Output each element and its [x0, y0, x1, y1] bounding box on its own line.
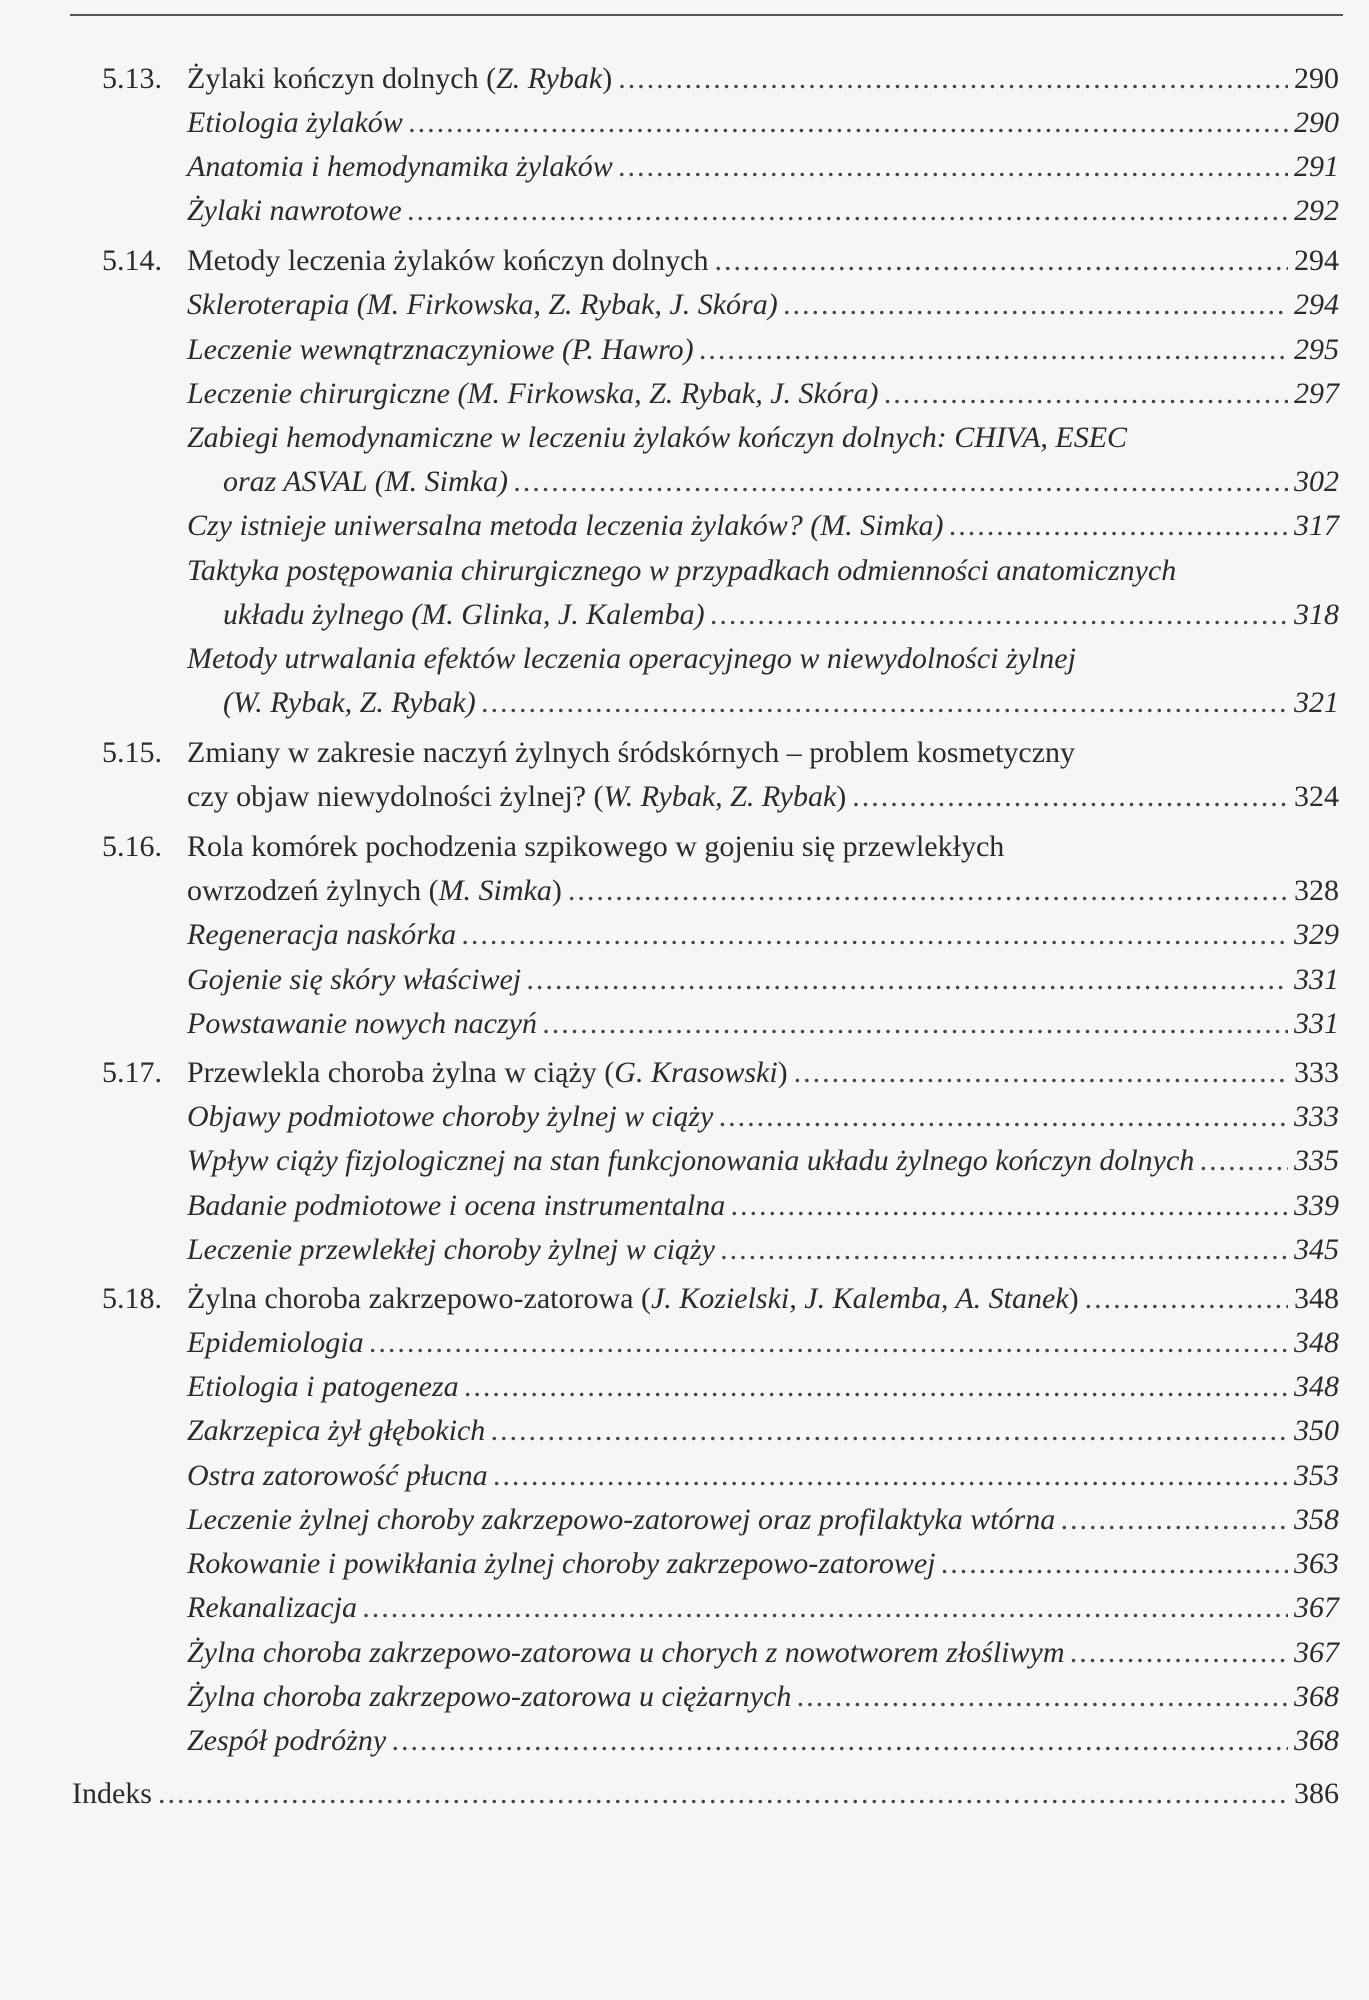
page-number: 329 — [1294, 918, 1339, 951]
entry-title — [187, 1051, 794, 1095]
toc-entry[interactable] — [187, 825, 1339, 869]
dot-leader — [619, 145, 1288, 189]
entry-title-text: czy objaw niewydolności żylnej? ( — [187, 780, 604, 813]
toc-entry[interactable] — [187, 1498, 1339, 1542]
toc-entry[interactable] — [187, 57, 1339, 101]
page-number: 333 — [1294, 1100, 1339, 1133]
entry-title — [187, 637, 1082, 681]
toc-entry[interactable] — [187, 101, 1339, 145]
toc-line — [0, 145, 1339, 189]
page-number: 363 — [1294, 1547, 1339, 1580]
entry-title — [187, 145, 619, 189]
top-rule — [70, 14, 1343, 16]
toc-line — [0, 1051, 1339, 1095]
dot-leader — [465, 1365, 1288, 1409]
entry-title-text: Leczenie żylnej choroby zakrzepowo-zatorowej oraz profilaktyka wtórna — [187, 1503, 1056, 1536]
entry-title — [187, 57, 618, 101]
dot-leader — [721, 1228, 1288, 1272]
dot-leader — [711, 593, 1288, 637]
entry-title-text: Rekanalizacja — [187, 1591, 357, 1624]
toc-line — [0, 1277, 1339, 1321]
toc-line — [0, 1498, 1339, 1542]
page-number: 386 — [1294, 1777, 1339, 1810]
toc-entry[interactable] — [187, 1631, 1339, 1675]
dot-leader — [494, 1454, 1288, 1498]
entry-title-text: Badanie podmiotowe i ocena instrumentalna — [187, 1189, 726, 1222]
dot-leader — [852, 775, 1288, 819]
toc-line — [0, 1228, 1339, 1272]
entry-title-text: Rola komórek pochodzenia szpikowego w gojeniu się przewlekłych — [187, 830, 1005, 863]
entry-title-text: Metody utrwalania efektów leczenia operacyjnego w niewydolności żylnej — [187, 642, 1076, 675]
entry-title-text: Przewlekla choroba żylna w ciąży ( — [187, 1056, 615, 1089]
page-number: 348 — [1294, 1282, 1339, 1315]
toc-line — [0, 1002, 1339, 1046]
section-number: 5.17. — [102, 1056, 162, 1089]
entry-title-text: Epidemiologia — [187, 1326, 364, 1359]
entry-title — [187, 1277, 1085, 1321]
dot-leader — [392, 1719, 1288, 1763]
toc-line — [0, 189, 1339, 233]
entry-title — [187, 283, 784, 327]
toc-line — [0, 328, 1339, 372]
page-number: 350 — [1294, 1414, 1339, 1447]
entry-title-text: Zakrzepica żył głębokich — [187, 1414, 486, 1447]
toc-entry[interactable] — [187, 145, 1339, 189]
entry-title — [187, 731, 1081, 775]
toc-line — [0, 593, 1339, 637]
dot-leader — [491, 1409, 1288, 1453]
toc-line — [0, 1139, 1339, 1183]
page-number: 291 — [1294, 150, 1339, 183]
entry-title — [187, 1586, 363, 1630]
entry-title-close: ) — [551, 874, 562, 907]
toc-entry[interactable] — [187, 1277, 1339, 1321]
page-number: 358 — [1294, 1503, 1339, 1536]
entry-title — [187, 775, 852, 819]
dot-leader — [363, 1586, 1288, 1630]
entry-title-text: Rokowanie i powikłania żylnej choroby zakrzepowo-zatorowej — [187, 1547, 936, 1580]
entry-title-text: Indeks — [72, 1777, 152, 1810]
dot-leader — [719, 1095, 1288, 1139]
dot-leader — [158, 1772, 1288, 1816]
entry-title — [72, 1772, 158, 1816]
page-number: 331 — [1294, 1007, 1339, 1040]
entry-title — [187, 1184, 731, 1228]
page-number: 321 — [1294, 686, 1339, 719]
entry-title-text: Metody leczenia żylaków kończyn dolnych — [187, 244, 709, 277]
toc-entry[interactable] — [187, 731, 1339, 775]
entry-title — [187, 189, 408, 233]
page-number: 368 — [1294, 1680, 1339, 1713]
entry-title — [187, 1002, 543, 1046]
entry-author: G. Krasowski — [614, 1056, 778, 1089]
entry-title — [187, 1365, 465, 1409]
page-number: 367 — [1294, 1591, 1339, 1624]
toc-entry[interactable] — [223, 593, 1339, 637]
toc-entry[interactable] — [187, 1095, 1339, 1139]
dot-leader — [1200, 1139, 1288, 1183]
entry-title-text: Czy istnieje uniwersalna metoda leczenia żylaków? (M. Simka) — [187, 509, 944, 542]
entry-title — [187, 416, 1133, 460]
toc-entry[interactable] — [187, 1139, 1339, 1183]
toc-entry[interactable] — [187, 637, 1339, 681]
toc-entry[interactable] — [187, 189, 1339, 233]
entry-title — [223, 460, 514, 504]
toc-entry[interactable] — [187, 549, 1339, 593]
section-number: 5.18. — [102, 1282, 162, 1315]
entry-title-text: Zespół podróżny — [187, 1724, 387, 1757]
entry-title — [223, 593, 711, 637]
entry-title — [187, 869, 568, 913]
entry-title-close: ) — [777, 1056, 788, 1089]
toc-line — [0, 825, 1339, 869]
page-number: 368 — [1294, 1724, 1339, 1757]
entry-title-close: ) — [836, 780, 847, 813]
entry-author: W. Rybak, Z. Rybak — [603, 780, 837, 813]
entry-title-text: Wpływ ciąży fizjologicznej na stan funkcjonowania układu żylnego kończyn dolnych — [187, 1144, 1195, 1177]
entry-title — [187, 1675, 797, 1719]
entry-title — [187, 549, 1182, 593]
dot-leader — [942, 1542, 1288, 1586]
entry-title — [187, 504, 950, 548]
entry-title — [187, 239, 714, 283]
entry-title — [187, 372, 885, 416]
toc-line — [0, 1095, 1339, 1139]
entry-title-text: Leczenie przewlekłej choroby żylnej w ciąży — [187, 1233, 715, 1266]
page-number: 290 — [1294, 106, 1339, 139]
toc-line — [0, 1542, 1339, 1586]
entry-title-text: Leczenie chirurgiczne (M. Firkowska, Z. Rybak, J. Skóra) — [187, 377, 879, 410]
entry-title — [187, 1719, 392, 1763]
toc-entry[interactable] — [187, 239, 1339, 283]
entry-title-text: Żylna choroba zakrzepowo-zatorowa u ciężarnych — [187, 1680, 792, 1713]
dot-leader — [784, 283, 1288, 327]
toc-line — [0, 416, 1339, 460]
toc-line — [0, 1365, 1339, 1409]
toc-line — [0, 57, 1339, 101]
page-number: 333 — [1294, 1056, 1339, 1089]
entry-title-text: Regeneracja naskórka — [187, 918, 457, 951]
entry-title — [187, 1454, 494, 1498]
page-number: 317 — [1294, 509, 1339, 542]
toc-entry[interactable] — [187, 1542, 1339, 1586]
entry-title — [187, 913, 462, 957]
dot-leader — [527, 958, 1288, 1002]
toc-line — [0, 101, 1339, 145]
dot-leader — [482, 681, 1288, 725]
entry-title — [187, 101, 409, 145]
entry-title — [187, 1542, 942, 1586]
toc-entry[interactable] — [187, 1454, 1339, 1498]
toc-entry[interactable] — [187, 283, 1339, 327]
toc-entry[interactable] — [187, 1321, 1339, 1365]
toc-line — [0, 1184, 1339, 1228]
page-number: 339 — [1294, 1189, 1339, 1222]
entry-title — [187, 1498, 1061, 1542]
toc-entry[interactable] — [187, 1051, 1339, 1095]
entry-title — [187, 825, 1010, 869]
toc-line — [0, 239, 1339, 283]
section-number: 5.16. — [102, 830, 162, 863]
toc-line — [0, 504, 1339, 548]
toc-line — [0, 869, 1339, 913]
toc-entry[interactable] — [187, 328, 1339, 372]
entry-title-text: oraz ASVAL (M. Simka) — [223, 465, 508, 498]
toc-entry[interactable] — [187, 913, 1339, 957]
dot-leader — [409, 101, 1288, 145]
toc-entry[interactable] — [187, 1719, 1339, 1763]
entry-title-text: Powstawanie nowych naczyń — [187, 1007, 537, 1040]
entry-title-text: owrzodzeń żylnych ( — [187, 874, 439, 907]
toc-line — [0, 775, 1339, 819]
toc-line — [0, 1772, 1339, 1816]
toc-entry[interactable] — [187, 1675, 1339, 1719]
entry-title-text: Gojenie się skóry właściwej — [187, 963, 522, 996]
dot-leader — [950, 504, 1288, 548]
toc-entry[interactable] — [223, 460, 1339, 504]
dot-leader — [408, 189, 1288, 233]
dot-leader — [714, 239, 1288, 283]
toc-entry[interactable] — [187, 1586, 1339, 1630]
page-number: 328 — [1294, 874, 1339, 907]
entry-title — [187, 1409, 491, 1453]
page-number: 335 — [1294, 1144, 1339, 1177]
entry-title-text: Żylna choroba zakrzepowo-zatorowa u chorych z nowotworem złośliwym — [187, 1636, 1065, 1669]
dot-leader — [1061, 1498, 1288, 1542]
entry-title — [187, 1139, 1200, 1183]
toc-line — [0, 1321, 1339, 1365]
dot-leader — [543, 1002, 1288, 1046]
toc-entry[interactable] — [187, 1228, 1339, 1272]
page-number: 331 — [1294, 963, 1339, 996]
entry-title — [187, 1228, 721, 1272]
toc-line — [0, 1675, 1339, 1719]
page-number: 302 — [1294, 465, 1339, 498]
entry-title — [187, 1631, 1071, 1675]
dot-leader — [700, 328, 1288, 372]
page-number: 345 — [1294, 1233, 1339, 1266]
dot-leader — [797, 1675, 1288, 1719]
page-number: 294 — [1294, 288, 1339, 321]
entry-title-text: Skleroterapia (M. Firkowska, Z. Rybak, J. Skóra) — [187, 288, 778, 321]
entry-title-text: Żylaki nawrotowe — [187, 194, 402, 227]
dot-leader — [618, 57, 1288, 101]
toc-line — [0, 681, 1339, 725]
toc-entry[interactable] — [187, 1184, 1339, 1228]
toc-entry[interactable] — [187, 372, 1339, 416]
toc-line — [0, 1409, 1339, 1453]
dot-leader — [731, 1184, 1288, 1228]
entry-title — [187, 328, 700, 372]
toc-line — [0, 1454, 1339, 1498]
toc-entry[interactable] — [187, 958, 1339, 1002]
entry-title-text: Taktyka postępowania chirurgicznego w przypadkach odmienności anatomicznych — [187, 554, 1177, 587]
toc-entry[interactable] — [223, 681, 1339, 725]
toc-line — [0, 913, 1339, 957]
entry-title-text: Anatomia i hemodynamika żylaków — [187, 150, 613, 183]
entry-title-text: układu żylnego (M. Glinka, J. Kalemba) — [223, 598, 705, 631]
page-number: 318 — [1294, 598, 1339, 631]
section-number: 5.15. — [102, 736, 162, 769]
dot-leader — [794, 1051, 1288, 1095]
page-number: 294 — [1294, 244, 1339, 277]
toc-entry[interactable] — [187, 416, 1339, 460]
entry-title — [223, 681, 482, 725]
toc-entry[interactable] — [187, 1365, 1339, 1409]
toc-line — [0, 731, 1339, 775]
page-number: 367 — [1294, 1636, 1339, 1669]
entry-title-close: ) — [602, 62, 613, 95]
entry-title — [187, 1095, 719, 1139]
entry-title-text: Zabiegi hemodynamiczne w leczeniu żylaków kończyn dolnych: CHIVA, ESEC — [187, 421, 1128, 454]
entry-title — [187, 958, 527, 1002]
toc-entry[interactable] — [187, 504, 1339, 548]
entry-title-text: Żylna choroba zakrzepowo-zatorowa ( — [187, 1282, 651, 1315]
toc-entry[interactable] — [187, 775, 1339, 819]
page-number: 324 — [1294, 780, 1339, 813]
entry-title-text: Etiologia żylaków — [187, 106, 403, 139]
entry-title-close: ) — [1068, 1282, 1079, 1315]
page-number: 290 — [1294, 62, 1339, 95]
entry-author: Z. Rybak — [496, 62, 603, 95]
page-number: 348 — [1294, 1326, 1339, 1359]
page-number: 348 — [1294, 1370, 1339, 1403]
dot-leader — [462, 913, 1288, 957]
toc-line — [0, 283, 1339, 327]
entry-author: M. Simka — [438, 874, 552, 907]
dot-leader — [885, 372, 1288, 416]
toc-line — [0, 1631, 1339, 1675]
toc-line — [0, 460, 1339, 504]
toc-line — [0, 549, 1339, 593]
entry-title-text: Zmiany w zakresie naczyń żylnych śródskórnych – problem kosmetyczny — [187, 736, 1076, 769]
entry-title-text: Żylaki kończyn dolnych ( — [187, 62, 497, 95]
page-number: 292 — [1294, 194, 1339, 227]
toc-line — [0, 958, 1339, 1002]
entry-author: J. Kozielski, J. Kalemba, A. Stanek — [650, 1282, 1069, 1315]
entry-title-text: Etiologia i patogeneza — [187, 1370, 459, 1403]
toc-line — [0, 637, 1339, 681]
entry-title-text: Ostra zatorowość płucna — [187, 1459, 488, 1492]
toc-line — [0, 1719, 1339, 1763]
entry-title-text: (W. Rybak, Z. Rybak) — [223, 686, 476, 719]
entry-title-text: Objawy podmiotowe choroby żylnej w ciąży — [187, 1100, 714, 1133]
page-number: 297 — [1294, 377, 1339, 410]
entry-title — [187, 1321, 370, 1365]
toc-line — [0, 1586, 1339, 1630]
toc-entry[interactable] — [187, 1002, 1339, 1046]
toc-line — [0, 372, 1339, 416]
dot-leader — [370, 1321, 1288, 1365]
toc-entry[interactable] — [72, 1772, 1339, 1816]
dot-leader — [514, 460, 1288, 504]
section-number: 5.14. — [102, 244, 162, 277]
toc-entry[interactable] — [187, 869, 1339, 913]
dot-leader — [568, 869, 1288, 913]
toc-entry[interactable] — [187, 1409, 1339, 1453]
entry-title-text: Leczenie wewnątrznaczyniowe (P. Hawro) — [187, 333, 694, 366]
page-number: 353 — [1294, 1459, 1339, 1492]
dot-leader — [1085, 1277, 1288, 1321]
section-number: 5.13. — [102, 62, 162, 95]
page-number: 295 — [1294, 333, 1339, 366]
dot-leader — [1071, 1631, 1289, 1675]
